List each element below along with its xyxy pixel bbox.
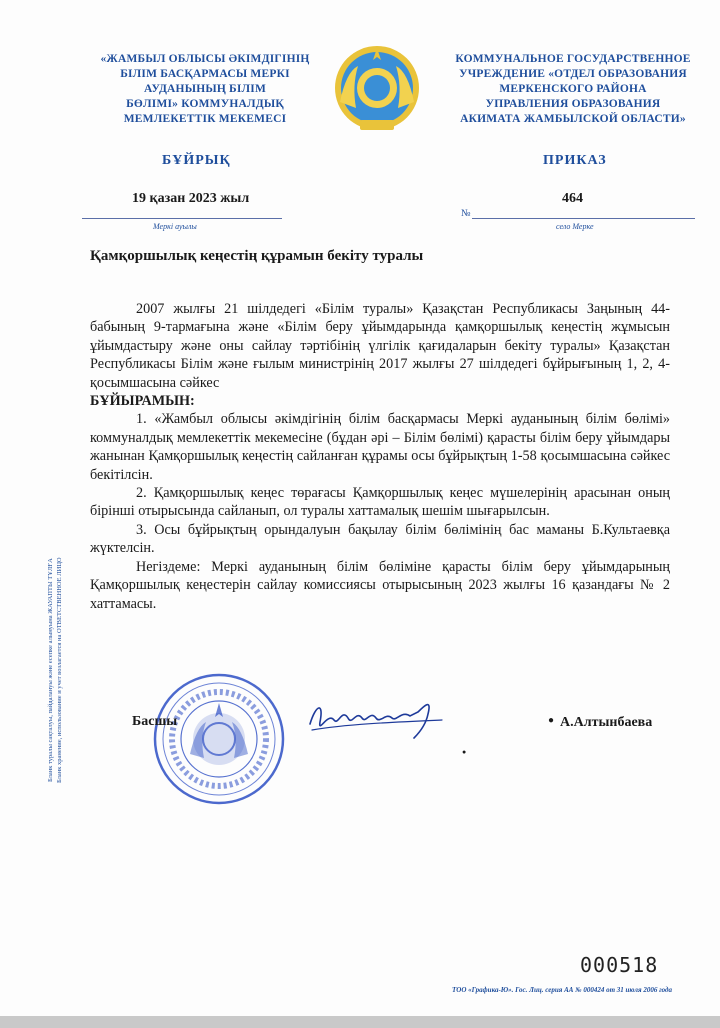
header-kz-line: БІЛІМ БАСҚАРМАСЫ МЕРКІ (120, 68, 290, 80)
order-number: 464 (562, 191, 583, 206)
order-date: 19 қазан 2023 жыл (132, 191, 250, 206)
header-ru-line: УЧРЕЖДЕНИЕ «ОТДЕЛ ОБРАЗОВАНИЯ (459, 68, 687, 80)
header-kz-line: МЕМЛЕКЕТТІК МЕКЕМЕСІ (123, 113, 287, 125)
order-item-2: 2. Қамқоршылық кеңес төрағасы Қамқоршылық кеңес мүшелерінің арасынан оның бірінші отырысында сайланып, ол туралы хаттамалық шешім шығарылсын. (90, 485, 670, 520)
order-title-ru: ПРИКАЗ (543, 153, 607, 168)
date-rule (82, 218, 282, 219)
order-item-3: 3. Осы бұйрықтың орындалуын бақылау білім бөлімінің бас маманы Б.Культаевқа жүктелсін. (90, 521, 670, 557)
header-kz-line: АУДАНЫНЫҢ БІЛІМ (143, 83, 267, 95)
signer-name: А.Алтынбаева (560, 715, 653, 730)
number-sign: № (461, 208, 471, 219)
official-seal-icon (152, 672, 286, 806)
handwritten-signature (306, 694, 448, 744)
order-word: БҰЙЫРАМЫН: (90, 393, 195, 410)
state-emblem-icon (332, 42, 422, 138)
form-side-note (46, 360, 76, 980)
bullet-dot: ● (548, 715, 555, 726)
intro-paragraph: 2007 жылғы 21 шілдедегі «Білім туралы» Қазақстан Республикасы Заңының 44-бабының 9-тармағына және «Білім беру ұйымдарында қамқоршылық кеңестің жұмысын ұйымдастыру және оны сайлау тәртібінің үлгілік қағидаларын бекіту туралы» Қазақстан Республикасы Білім және ғылым министрінің 2017 жылғы 27 шілдедегі бұйрығының 1, 2, 4-қосымшасына сәйкес (90, 301, 670, 391)
header-ru-line: МЕРКЕНСКОГО РАЙОНА (499, 83, 647, 95)
order-title-kz: БҰЙРЫҚ (162, 153, 231, 168)
header-ru-line: АКИМАТА ЖАМБЫЛСКОЙ ОБЛАСТИ» (460, 113, 686, 125)
place-ru: село Мерке (556, 222, 594, 231)
printer-imprint: ТОО «Графика-Ю». Гос. Лиц. серия АА № 000424 от 31 июля 2006 года (452, 986, 673, 994)
side-note-line-1: Бланк туралы сақталуы, пайдалануы және есепке алынуына ЖАУАПТЫ ТҰЛҒА (47, 558, 54, 782)
head-label: Басшы (132, 714, 178, 729)
bullet-dot: ● (462, 748, 467, 756)
document-body (90, 300, 670, 613)
order-item-1: 1. «Жамбыл облысы әкімдігінің білім басқармасы Меркі ауданының білім бөлімі» коммуналдық мемлекеттік мекемесіне (бұдан әрі – Білім бөлімі) қарасты білім беру ұйымдары жанынан Қамқоршылық кеңестің сайланған құрамы осы бұйрықтың 1-58 қосымшасына сәйкес бекітілсін. (90, 411, 670, 483)
side-note-line-2: Бланк хранение, использование и учет возлагается на ОТВЕТСТВЕННОЕ ЛИЦО (56, 557, 63, 783)
header-kz-line: «ЖАМБЫЛ ОБЛЫСЫ ӘКІМДІГІНІҢ (100, 53, 310, 65)
basis-paragraph: Негіздеме: Меркі ауданының білім бөліміне қарасты білім беру ұйымдарының Қамқоршылық кеңестерін сайлау комиссиясы отырысының 2023 жылғы 16 қазандағы № 2 хаттамасы. (90, 558, 670, 612)
header-institution-kz (70, 52, 340, 127)
scan-edge (0, 1016, 720, 1028)
form-serial-number: 000518 (580, 953, 659, 977)
document-subject: Қамқоршылық кеңестің құрамын бекіту туралы (90, 248, 424, 264)
header-ru-line: УПРАВЛЕНИЯ ОБРАЗОВАНИЯ (485, 98, 661, 110)
place-kz: Меркі ауылы (153, 222, 197, 231)
header-ru-line: КОММУНАЛЬНОЕ ГОСУДАРСТВЕННОЕ (455, 53, 691, 65)
header-institution-ru (432, 52, 714, 127)
number-rule (472, 218, 695, 219)
header-kz-line: БӨЛІМІ» КОММУНАЛДЫҚ (126, 98, 284, 110)
